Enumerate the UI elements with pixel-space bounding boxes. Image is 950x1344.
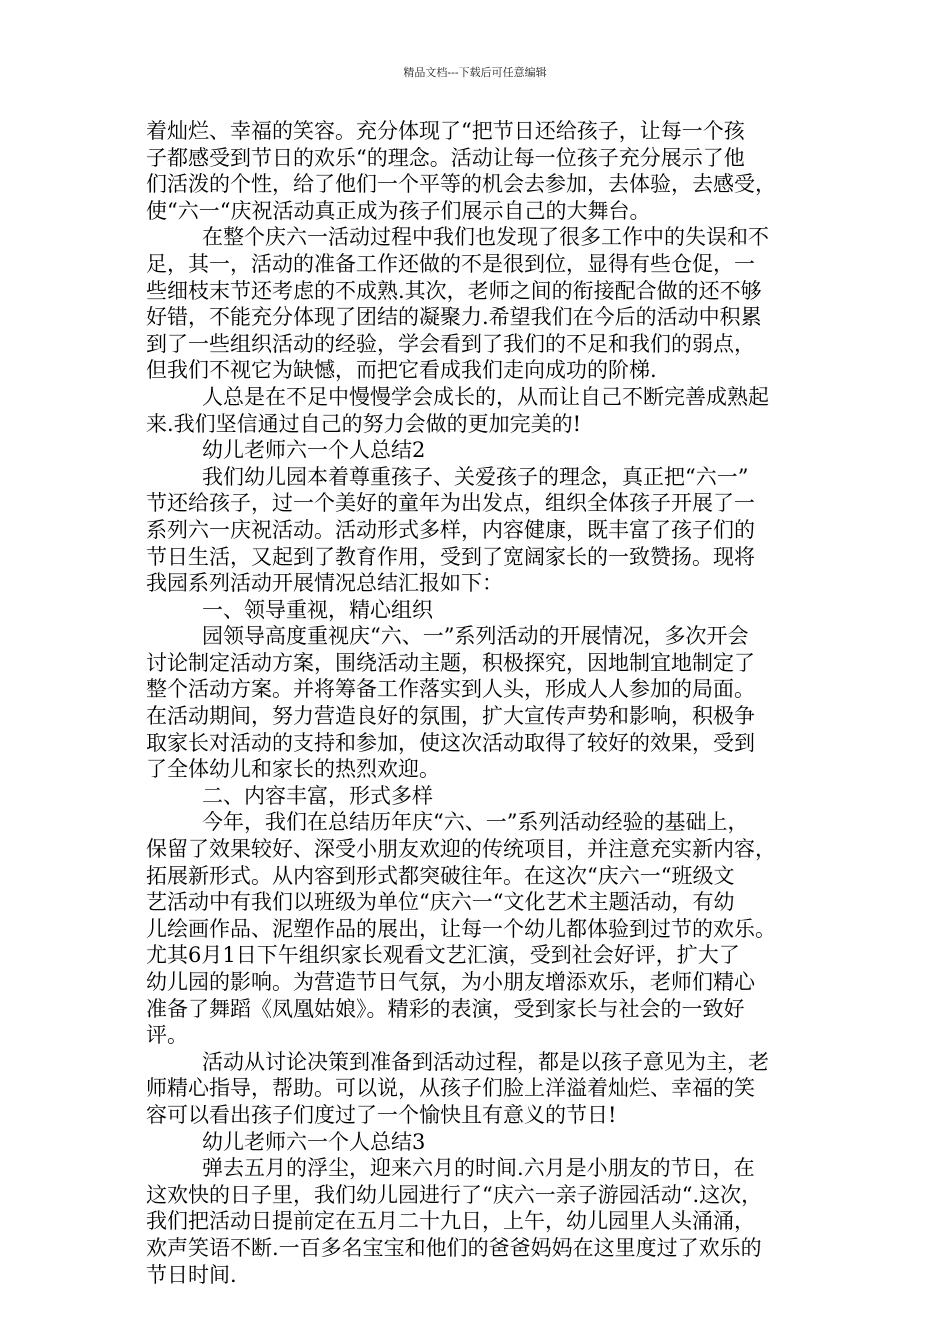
text-line: 评。	[146, 1023, 188, 1048]
text-line: 在活动期间，努力营造良好的氛围，扩大宣传声势和影响，积极争	[146, 704, 755, 729]
text-line: 在整个庆六一活动过程中我们也发现了很多工作中的失误和不	[202, 225, 769, 250]
text-line: 人总是在不足中慢慢学会成长的，从而让自己不断完善成熟起	[202, 384, 769, 409]
text-line: 幼儿园的影响。为营造节日气氛，为小朋友增添欢乐，老师们精心	[146, 970, 755, 994]
text-line: 节日时间.	[146, 1262, 237, 1287]
text-line: 活动从讨论决策到准备到活动过程，都是以孩子意见为主，老	[202, 1049, 769, 1074]
text-line: 使“六一“庆祝活动真正成为孩子们展示自己的大舞台。	[146, 198, 651, 223]
page-header: 精品文档---下载后可任意编辑	[403, 66, 547, 79]
text-line: 尤其6月1日下午组织家长观看文艺汇演，受到社会好评，扩大了	[146, 943, 740, 968]
text-line: 师精心指导，帮助。可以说，从孩子们脸上洋溢着灿烂、幸福的笑	[146, 1076, 755, 1101]
text-line: 好错，不能充分体现了团结的凝聚力.希望我们在今后的活动中积累	[146, 305, 762, 330]
text-line: 欢声笑语不断.一百多名宝宝和他们的爸爸妈妈在这里度过了欢乐的	[146, 1235, 762, 1260]
text-line: 到了一些组织活动的经验，学会看到了我们的不足和我们的弱点，	[146, 331, 755, 356]
text-line: 我们把活动日提前定在五月二十九日，上午，幼儿园里人头涌涌，	[146, 1209, 755, 1234]
text-line: 了全体幼儿和家长的热烈欢迎。	[146, 757, 440, 782]
text-line: 取家长对活动的支持和参加，使这次活动取得了较好的效果，受到	[146, 730, 755, 755]
text-line: 儿绘画作品、泥塑作品的展出，让每一个幼儿都体验到过节的欢乐。	[146, 916, 776, 941]
text-line: 我园系列活动开展情况总结汇报如下：	[146, 571, 503, 596]
text-line: 节日生活，又起到了教育作用，受到了宽阔家长的一致赞扬。现将	[146, 544, 755, 569]
text-line: 们活泼的个性，给了他们一个平等的机会去参加，去体验，去感受，	[146, 172, 776, 197]
text-line: 节还给孩子，过一个美好的童年为出发点，组织全体孩子开展了一	[146, 491, 755, 516]
text-line: 子都感受到节日的欢乐“的理念。活动让每一位孩子充分展示了他	[146, 145, 745, 170]
document-body	[146, 118, 810, 1288]
text-line: 幼儿老师六一个人总结2	[202, 438, 426, 463]
text-line: 但我们不视它为缺憾，而把它看成我们走向成功的阶梯.	[146, 358, 657, 383]
text-line: 拓展新形式。从内容到形式都突破往年。在这次“庆六一“班级文	[146, 863, 735, 888]
text-line: 些细枝末节还考虑的不成熟.其次，老师之间的衔接配合做的还不够	[146, 278, 762, 303]
text-line: 整个活动方案。并将筹备工作落实到人头，形成人人参加的局面。	[146, 677, 755, 702]
text-line: 弹去五月的浮尘，迎来六月的时间.六月是小朋友的节日，在	[202, 1156, 755, 1181]
text-line: 保留了效果较好、深受小朋友欢迎的传统项目，并注意充实新内容，	[146, 837, 776, 862]
text-line: 艺活动中有我们以班级为单位“庆六一“文化艺术主题活动，有幼	[146, 890, 735, 915]
text-line: 这欢快的日子里，我们幼儿园进行了“庆六一亲子游园活动“.这次，	[146, 1182, 763, 1207]
text-line: 我们幼儿园本着尊重孩子、关爱孩子的理念，真正把“六一”	[202, 464, 749, 489]
text-line: 来.我们坚信通过自己的努力会做的更加完美的!	[146, 411, 582, 436]
text-line: 二、内容丰富，形式多样	[202, 783, 433, 808]
text-line: 着灿烂、幸福的笑容。充分体现了“把节日还给孩子，让每一个孩	[146, 119, 745, 143]
text-line: 系列六一庆祝活动。活动形式多样，内容健康，既丰富了孩子们的	[146, 517, 755, 542]
text-line: 容可以看出孩子们度过了一个愉快且有意义的节日!	[146, 1102, 617, 1127]
text-line: 一、领导重视，精心组织	[202, 597, 433, 622]
text-line: 讨论制定活动方案，围绕活动主题，积极探究，因地制宜地制定了	[146, 650, 755, 675]
text-line: 准备了舞蹈《凤凰姑娘》。精彩的表演，受到家长与社会的一致好	[146, 996, 745, 1021]
text-line: 园领导高度重视庆“六、一”系列活动的开展情况，多次开会	[202, 624, 749, 649]
text-line: 今年，我们在总结历年庆“六、一”系列活动经验的基础上，	[202, 810, 749, 835]
text-line: 幼儿老师六一个人总结3	[202, 1129, 426, 1154]
text-line: 足，其一，活动的准备工作还做的不是很到位，显得有些仓促，一	[146, 251, 755, 276]
